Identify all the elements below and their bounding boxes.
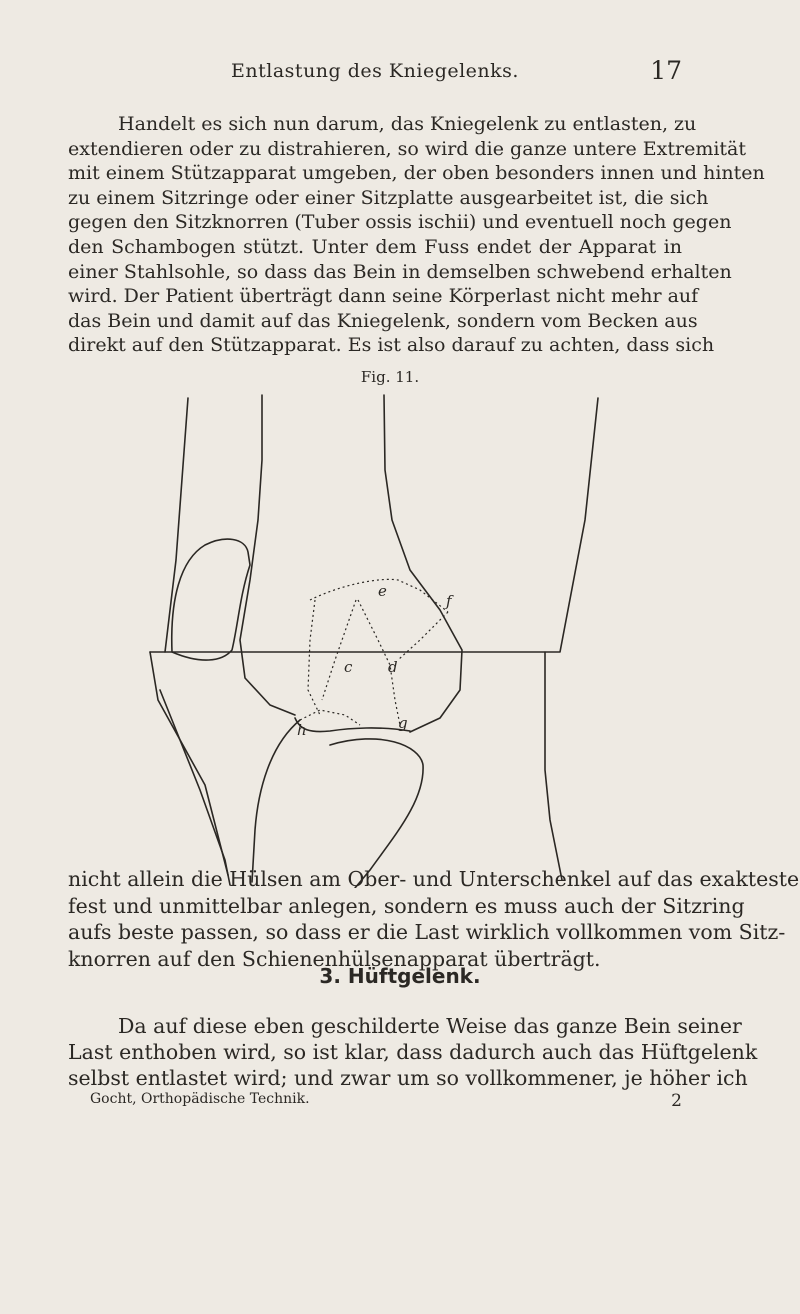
text-line: selbst entlastet wird; und zwar um so vollkommener, je höher ich bbox=[68, 1066, 748, 1090]
text-line: Handelt es sich nun darum, das Kniegelenk zu entlasten, zu bbox=[118, 113, 697, 135]
patella-outline bbox=[172, 539, 250, 660]
splint-outline-right bbox=[545, 398, 598, 880]
text-line: den Schambogen stützt. Unter dem Fuss endet der Apparat in bbox=[68, 235, 682, 258]
text-line: mit einem Stützapparat umgeben, der oben besonders innen und hinten bbox=[68, 162, 765, 185]
text-line: direkt auf den Stützapparat. Es ist also darauf zu achten, dass sich bbox=[68, 334, 715, 357]
knee-joint-figure bbox=[140, 378, 600, 888]
label-d: d bbox=[388, 658, 398, 676]
construction-line-h bbox=[300, 710, 360, 725]
text-line: einer Stahlsohle, so dass das Bein in demselben schwebend erhalten bbox=[68, 260, 732, 283]
text-line: Da auf diese eben geschilderte Weise das ganze Bein seiner bbox=[118, 1014, 742, 1038]
label-e: e bbox=[378, 582, 387, 600]
construction-line-mid bbox=[322, 600, 356, 700]
label-g: g bbox=[398, 714, 408, 732]
text-line: zu einem Sitzringe oder einer Sitzplatte ausgearbeitet ist, die sich bbox=[68, 186, 709, 209]
text-line: das Bein und damit auf das Kniegelenk, sondern vom Becken aus bbox=[68, 309, 698, 332]
label-c: c bbox=[344, 658, 353, 676]
text-line: gegen den Sitzknorren (Tuber ossis ischii) und eventuell noch gegen bbox=[68, 211, 732, 234]
text-line: nicht allein die Hülsen am Ober- und Unterschenkel auf das exakteste bbox=[68, 867, 800, 891]
page-header bbox=[68, 56, 682, 90]
label-f: f bbox=[446, 592, 452, 610]
paragraph-1 bbox=[68, 112, 765, 358]
paragraph-2 bbox=[68, 866, 800, 972]
signature-mark: 2 bbox=[671, 1091, 682, 1111]
page-number: 17 bbox=[650, 56, 682, 85]
running-title: Entlastung des Kniegelenks. bbox=[231, 60, 519, 82]
text-line: knorren auf den Schienenhülsenapparat überträgt. bbox=[68, 946, 601, 971]
text-line: extendieren oder zu distrahieren, so wird die ganze untere Extremität bbox=[68, 137, 747, 160]
construction-line-e-down bbox=[308, 600, 320, 715]
section-heading: 3. Hüftgelenk. bbox=[319, 964, 481, 988]
calf-contour bbox=[160, 690, 230, 885]
label-h: h bbox=[297, 721, 307, 739]
tibia-left-contour bbox=[252, 720, 300, 882]
figure-caption: Fig. 11. bbox=[360, 368, 420, 386]
text-line: fest und unmittelbar anlegen, sondern es muss auch der Sitzring bbox=[68, 893, 745, 918]
page-footer bbox=[90, 1091, 682, 1111]
splint-outline-left bbox=[165, 398, 188, 652]
footer-citation: Gocht, Orthopädische Technik. bbox=[90, 1091, 310, 1107]
text-line: Last enthoben wird, so ist klar, dass dadurch auch das Hüftgelenk bbox=[68, 1040, 758, 1064]
femur-right-contour bbox=[384, 395, 462, 732]
paragraph-3 bbox=[68, 1013, 758, 1091]
text-line: wird. Der Patient überträgt dann seine Körperlast nicht mehr auf bbox=[68, 285, 699, 308]
text-line: aufs beste passen, so dass er die Last wirklich vollkommen vom Sitz- bbox=[68, 920, 786, 944]
